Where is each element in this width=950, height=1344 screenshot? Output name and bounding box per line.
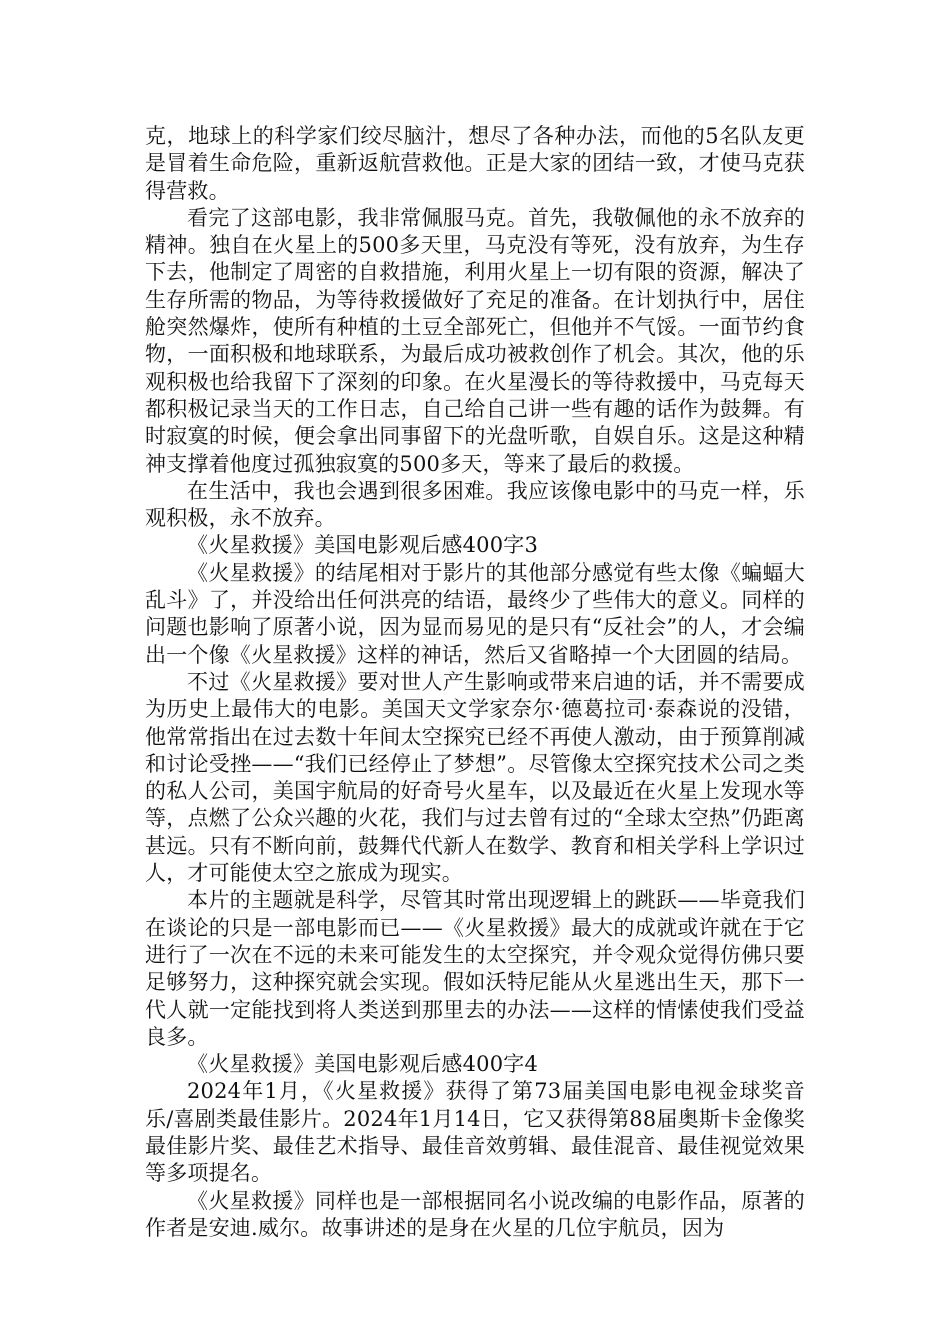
paragraph-1: 克，地球上的科学家们绞尽脑汁，想尽了各种办法，而他的5名队友更是冒着生命危险，重新返航营救他。正是大家的团结一致，才使马克获得营救。	[145, 124, 805, 203]
section-heading-4: 《火星救援》美国电影观后感400字4	[187, 1052, 539, 1077]
section-heading-3: 《火星救援》美国电影观后感400字3	[187, 533, 539, 558]
paragraph-6: 本片的主题就是科学，尽管其时常出现逻辑上的跳跃——毕竟我们在谈论的只是一部电影而已——《火星救援》最大的成就或许就在于它进行了一次在不远的未来可能发生的太空探究，并令观众觉得仿佛只要足够努力，这种探究就会实现。假如沃特尼能从火星逃出生天，那下一代人就一定能找到将人类送到那里去的办法——这样的情愫使我们受益良多。	[145, 888, 805, 1049]
paragraph-2: 看完了这部电影，我非常佩服马克。首先，我敬佩他的永不放弃的精神。独自在火星上的500多天里，马克没有等死，没有放弃，为生存下去，他制定了周密的自救措施，利用火星上一切有限的资源，解决了生存所需的物品，为等待救援做好了充足的准备。在计划执行中，居住舱突然爆炸，使所有种植的土豆全部死亡，但他并不气馁。一面节约食物，一面积极和地球联系，为最后成功被救创作了机会。其次，他的乐观积极也给我留下了深刻的印象。在火星漫长的等待救援中，马克每天都积极记录当天的工作日志，自己给自己讲一些有趣的话作为鼓舞。有时寂寞的时候，便会拿出同事留下的光盘听歌，自娱自乐。这是这种精神支撑着他度过孤独寂寞的500多天，等来了最后的救援。	[145, 205, 805, 476]
paragraph-8: 《火星救援》同样也是一部根据同名小说改编的电影作品，原著的作者是安迪.威尔。故事讲述的是身在火星的几位宇航员，因为	[145, 1188, 805, 1240]
paragraph-7: 2024年1月，《火星救援》获得了第73届美国电影电视金球奖音乐/喜剧类最佳影片。2024年1月14日，它又获得第88届奥斯卡金像奖最佳影片奖、最佳艺术指导、最佳音效剪辑、最佳混音、最佳视觉效果等多项提名。	[145, 1079, 805, 1186]
paragraph-4: 《火星救援》的结尾相对于影片的其他部分感觉有些太像《蝙蝠大乱斗》了，并没给出任何洪亮的结语，最终少了些伟大的意义。同样的问题也影响了原著小说，因为显而易见的是只有“反社会”的人，才会编出一个像《火星救援》这样的神话，然后又省略掉一个大团圆的结局。	[145, 560, 805, 667]
document-body	[145, 123, 805, 1242]
paragraph-3: 在生活中，我也会遇到很多困难。我应该像电影中的马克一样，乐观积极，永不放弃。	[145, 478, 805, 531]
paragraph-5: 不过《火星救援》要对世人产生影响或带来启迪的话，并不需要成为历史上最伟大的电影。美国天文学家奈尔·德葛拉司·泰森说的没错，他常常指出在过去数十年间太空探究已经不再使人激动，由于预算削减和讨论受挫——“我们已经停止了梦想”。尽管像太空探究技术公司之类的私人公司，美国宇航局的好奇号火星车，以及最近在火星上发现水等等，点燃了公众兴趣的火花，我们与过去曾有过的“全球太空热”仍距离甚远。只有不断向前，鼓舞代代新人在数学、教育和相关学科上学识过人，才可能使太空之旅成为现实。	[145, 669, 805, 886]
